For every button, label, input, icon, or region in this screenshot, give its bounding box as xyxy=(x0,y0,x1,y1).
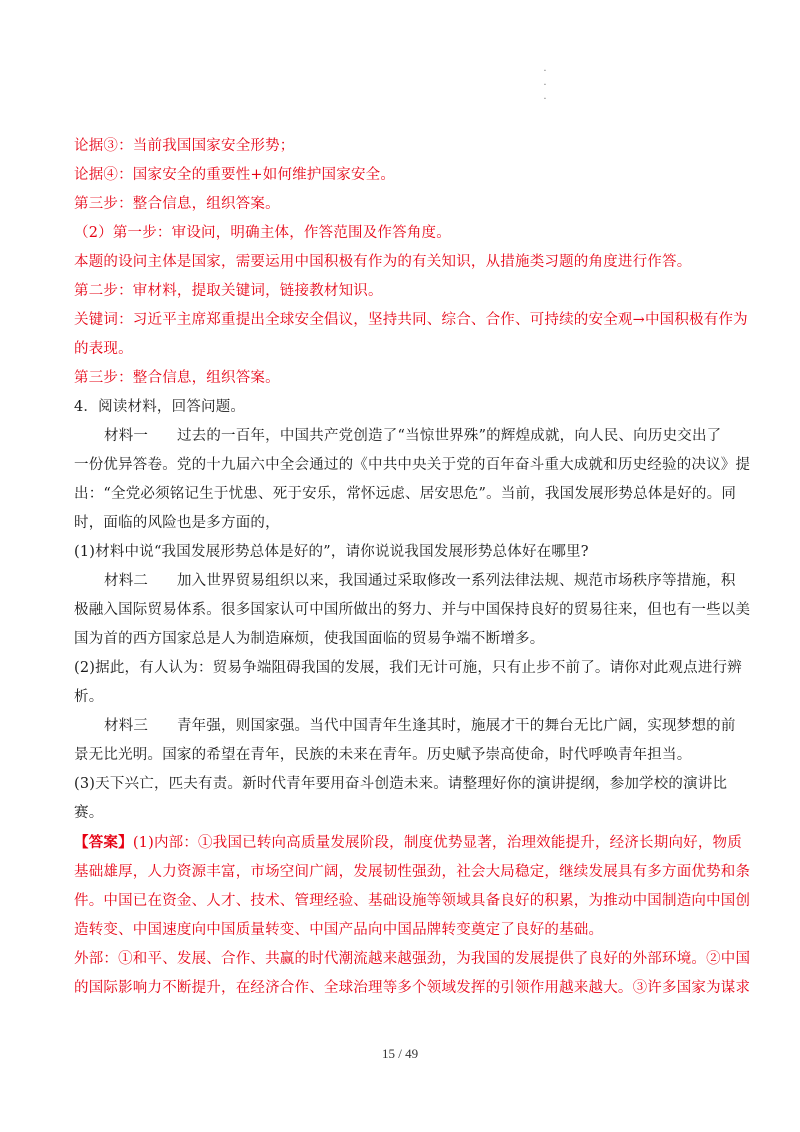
text-line xyxy=(74,916,734,945)
line-text: 材料一 过去的一百年，中国共产党创造了“当惊世界殊”的辉煌成就，向人民、向历史交出了 xyxy=(104,428,722,444)
line-text: 第三步：整合信息，组织答案。 xyxy=(74,370,280,386)
line-text: 第二步：审材料，提取关键词，链接教材知识。 xyxy=(74,283,383,299)
text-line xyxy=(74,248,734,277)
line-text: 造转变、中国速度向中国质量转变、中国产品向中国品牌转变奠定了良好的基础。 xyxy=(74,922,604,938)
text-line xyxy=(74,132,734,161)
text-line xyxy=(74,858,751,887)
line-text: 外部：①和平、发展、合作、共赢的时代潮流越来越强劲，为我国的发展提供了良好的外部环境。②中国 xyxy=(74,951,751,967)
line-text: 4．阅读材料，回答问题。 xyxy=(74,399,246,415)
line-text: (3)天下兴亡，匹夫有责。新时代青年要用奋斗创造未来。请整理好你的演讲提纲，参加学校的演讲比 xyxy=(74,776,728,792)
text-line xyxy=(74,712,734,741)
text-line xyxy=(74,770,734,799)
text-line xyxy=(74,190,734,219)
line-text: (1)内部：①我国已转向高质量发展阶段，制度优势显著，治理效能提升，经济长期向好，物质 xyxy=(132,835,742,851)
line-text: 第三步：整合信息，组织答案。 xyxy=(74,196,280,212)
text-line xyxy=(74,945,751,974)
text-line xyxy=(74,277,734,306)
line-text: 出：“全党必须铭记生于忧患、死于安乐，常怀远虑、居安思危”。当前，我国发展形势总体是好的。同 xyxy=(74,486,737,502)
text-line xyxy=(74,306,748,335)
line-text: 的国际影响力不断提升，在经济合作、全球治理等多个领域发挥的引领作用越来越大。③许多国家为谋求 xyxy=(74,980,751,996)
page-number xyxy=(0,1046,800,1062)
line-text: （2）第一步：审设问，明确主体，作答范围及作答角度。 xyxy=(74,225,451,241)
line-text: 析。 xyxy=(74,689,104,705)
current-page: 15 xyxy=(381,1046,395,1061)
text-line xyxy=(74,654,742,683)
text-line xyxy=(74,335,734,364)
text-line xyxy=(74,364,734,393)
text-line xyxy=(74,887,751,916)
dot: . xyxy=(543,77,547,88)
text-line xyxy=(74,161,734,190)
line-text: 的表现。 xyxy=(74,341,133,357)
page-separator: / xyxy=(398,1046,402,1061)
line-text: 赛。 xyxy=(74,805,104,821)
line-text: 论据③：当前我国国家安全形势； xyxy=(74,138,295,154)
text-line xyxy=(74,422,734,451)
line-text: (2)据此，有人认为：贸易争端阻碍我国的发展，我们无计可施，只有止步不前了。请你对此观点进行辨 xyxy=(74,660,742,676)
dot: . xyxy=(543,63,547,74)
answer-tag: 【答案】 xyxy=(74,834,133,851)
line-text: 极融入国际贸易体系。很多国家认可中国所做出的努力、并与中国保持良好的贸易往来，但也有一些以美 xyxy=(74,602,751,618)
line-text: 材料二 加入世界贸易组织以来，我国通过采取修改一系列法律法规、规范市场秩序等措施，积 xyxy=(104,573,736,589)
text-line xyxy=(74,741,734,770)
text-line xyxy=(74,538,734,567)
line-text: 关键词：习近平主席郑重提出全球安全倡议，坚持共同、综合、合作、可持续的安全观→中国积极有作为 xyxy=(74,312,748,328)
line-text: 国为首的西方国家总是人为制造麻烦，使我国面临的贸易争端不断增多。 xyxy=(74,631,545,647)
line-text: (1)材料中说“我国发展形势总体是好的”，请你说说我国发展形势总体好在哪里? xyxy=(74,544,589,560)
line-text: 论据④：国家安全的重要性+如何维护国家安全。 xyxy=(74,167,396,183)
line-text: 一份优异答卷。党的十九届六中全会通过的《中共中央关于党的百年奋斗重大成就和历史经验的决议》提 xyxy=(74,457,751,473)
text-line xyxy=(74,480,737,509)
line-text: 基础雄厚，人力资源丰富，市场空间广阔，发展韧性强劲，社会大局稳定，继续发展具有多方面优势和条 xyxy=(74,864,751,880)
line-text: 景无比光明。国家的希望在青年，民族的未来在青年。历史赋予崇高使命，时代呼唤青年担当。 xyxy=(74,747,692,763)
text-line xyxy=(74,974,751,1003)
text-line xyxy=(74,799,734,828)
text-line xyxy=(74,451,751,480)
line-text: 件。中国已在资金、人才、技术、管理经验、基础设施等领域具备良好的积累，为推动中国制造向中国创 xyxy=(74,893,751,909)
text-line xyxy=(74,567,734,596)
header-dots xyxy=(540,62,550,104)
text-line xyxy=(74,393,734,422)
line-text: 时，面临的风险也是多方面的， xyxy=(74,515,280,531)
total-pages: 49 xyxy=(405,1046,419,1061)
text-line xyxy=(74,625,734,654)
text-line xyxy=(74,219,734,248)
line-text: 本题的设问主体是国家，需要运用中国积极有作为的有关知识，从措施类习题的角度进行作答。 xyxy=(74,254,692,270)
text-line xyxy=(74,509,734,538)
text-line xyxy=(74,828,742,858)
dot: . xyxy=(543,91,547,102)
line-text: 材料三 青年强，则国家强。当代中国青年生逢其时，施展才干的舞台无比广阔，实现梦想的前 xyxy=(104,718,736,734)
document-body xyxy=(74,132,751,1003)
text-line xyxy=(74,683,734,712)
text-line xyxy=(74,596,751,625)
